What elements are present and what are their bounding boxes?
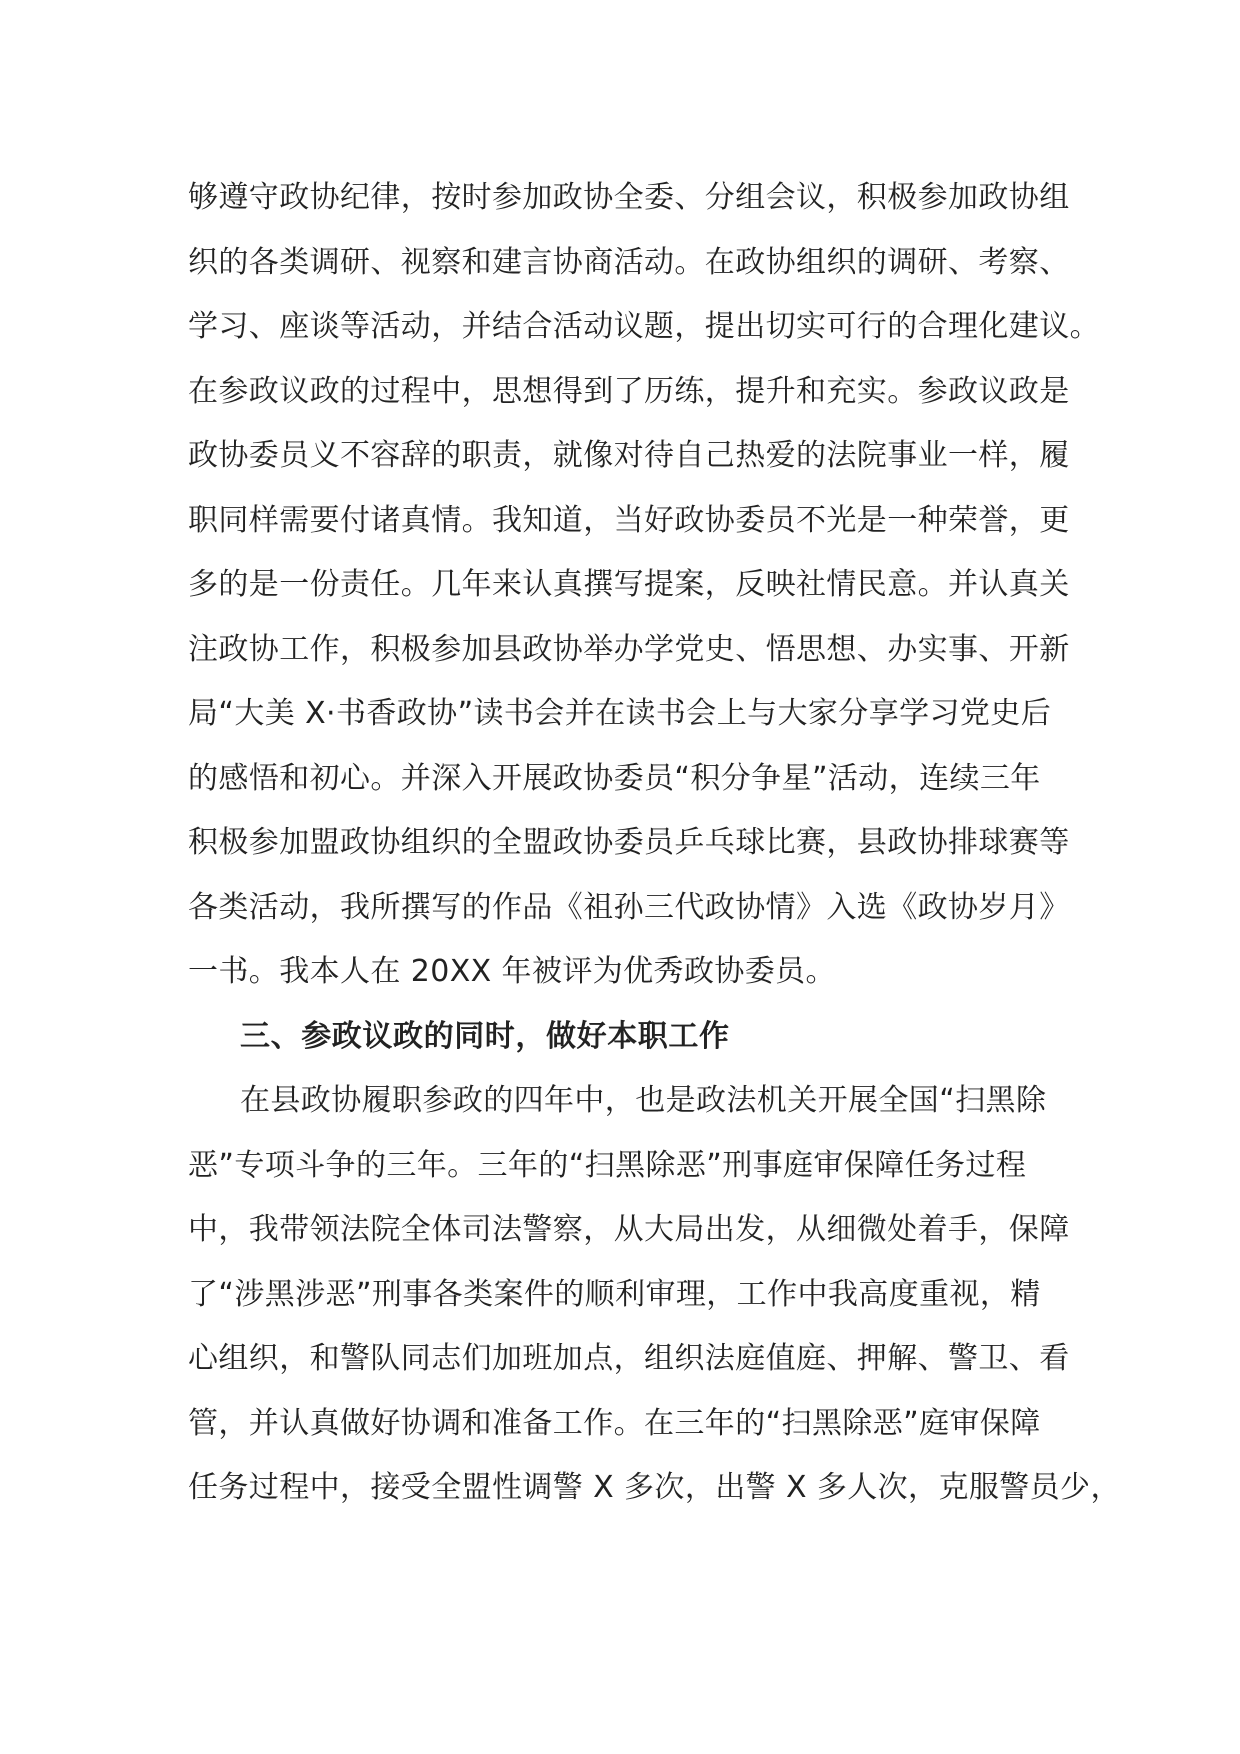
text-line: 各类活动，我所撰写的作品《祖孙三代政协情》入选《政协岁月》 xyxy=(188,889,1070,925)
text-line: 在县政协履职参政的四年中，也是政法机关开展全国“扫黑除 xyxy=(240,1083,1047,1118)
text-line: 任务过程中，接受全盟性调警 X 多次，出警 X 多人次，克服警员少， xyxy=(188,1470,1121,1505)
text-line: 的感悟和初心。并深入开展政协委员“积分争星”活动，连续三年 xyxy=(188,760,1041,796)
paragraph-2 xyxy=(188,1069,1121,1521)
text-line: 恶”专项斗争的三年。三年的“扫黑除恶”刑事庭审保障任务过程 xyxy=(188,1147,1027,1183)
text-line: 职同样需要付诸真情。我知道，当好政协委员不光是一种荣誉，更 xyxy=(188,502,1070,538)
text-line: 了“涉黑涉恶”刑事各类案件的顺利审理，工作中我高度重视，精 xyxy=(188,1276,1041,1312)
section-heading: 三、参政议政的同时，做好本职工作 xyxy=(240,1018,730,1054)
document-body xyxy=(188,166,1121,1521)
text-line: 学习、座谈等活动，并结合活动议题，提出切实可行的合理化建议。 xyxy=(188,309,1100,344)
text-line: 中，我带领法院全体司法警察，从大局出发，从细微处着手，保障 xyxy=(188,1212,1070,1247)
paragraph-1 xyxy=(188,166,1100,1005)
text-line: 政协委员义不容辞的职责，就像对待自己热爱的法院事业一样，履 xyxy=(188,438,1070,473)
text-line: 织的各类调研、视察和建言协商活动。在政协组织的调研、考察、 xyxy=(188,244,1070,280)
text-line: 局“大美 X·书香政协”读书会并在读书会上与大家分享学习党史后 xyxy=(188,696,1052,731)
text-line: 多的是一份责任。几年来认真撰写提案，反映社情民意。并认真关 xyxy=(188,567,1070,602)
text-line: 管，并认真做好协调和准备工作。在三年的“扫黑除恶”庭审保障 xyxy=(188,1405,1041,1441)
text-line: 够遵守政协纪律，按时参加政协全委、分组会议，积极参加政协组 xyxy=(188,180,1070,215)
text-line: 积极参加盟政协组织的全盟政协委员乒乓球比赛，县政协排球赛等 xyxy=(188,825,1070,860)
text-line: 一书。我本人在 20XX 年被评为优秀政协委员。 xyxy=(188,954,836,989)
text-line: 心组织，和警队同志们加班加点，组织法庭值庭、押解、警卫、看 xyxy=(188,1341,1070,1376)
text-line: 在参政议政的过程中，思想得到了历练，提升和充实。参政议政是 xyxy=(188,373,1070,409)
text-line: 注政协工作，积极参加县政协举办学党史、悟思想、办实事、开新 xyxy=(188,631,1070,667)
